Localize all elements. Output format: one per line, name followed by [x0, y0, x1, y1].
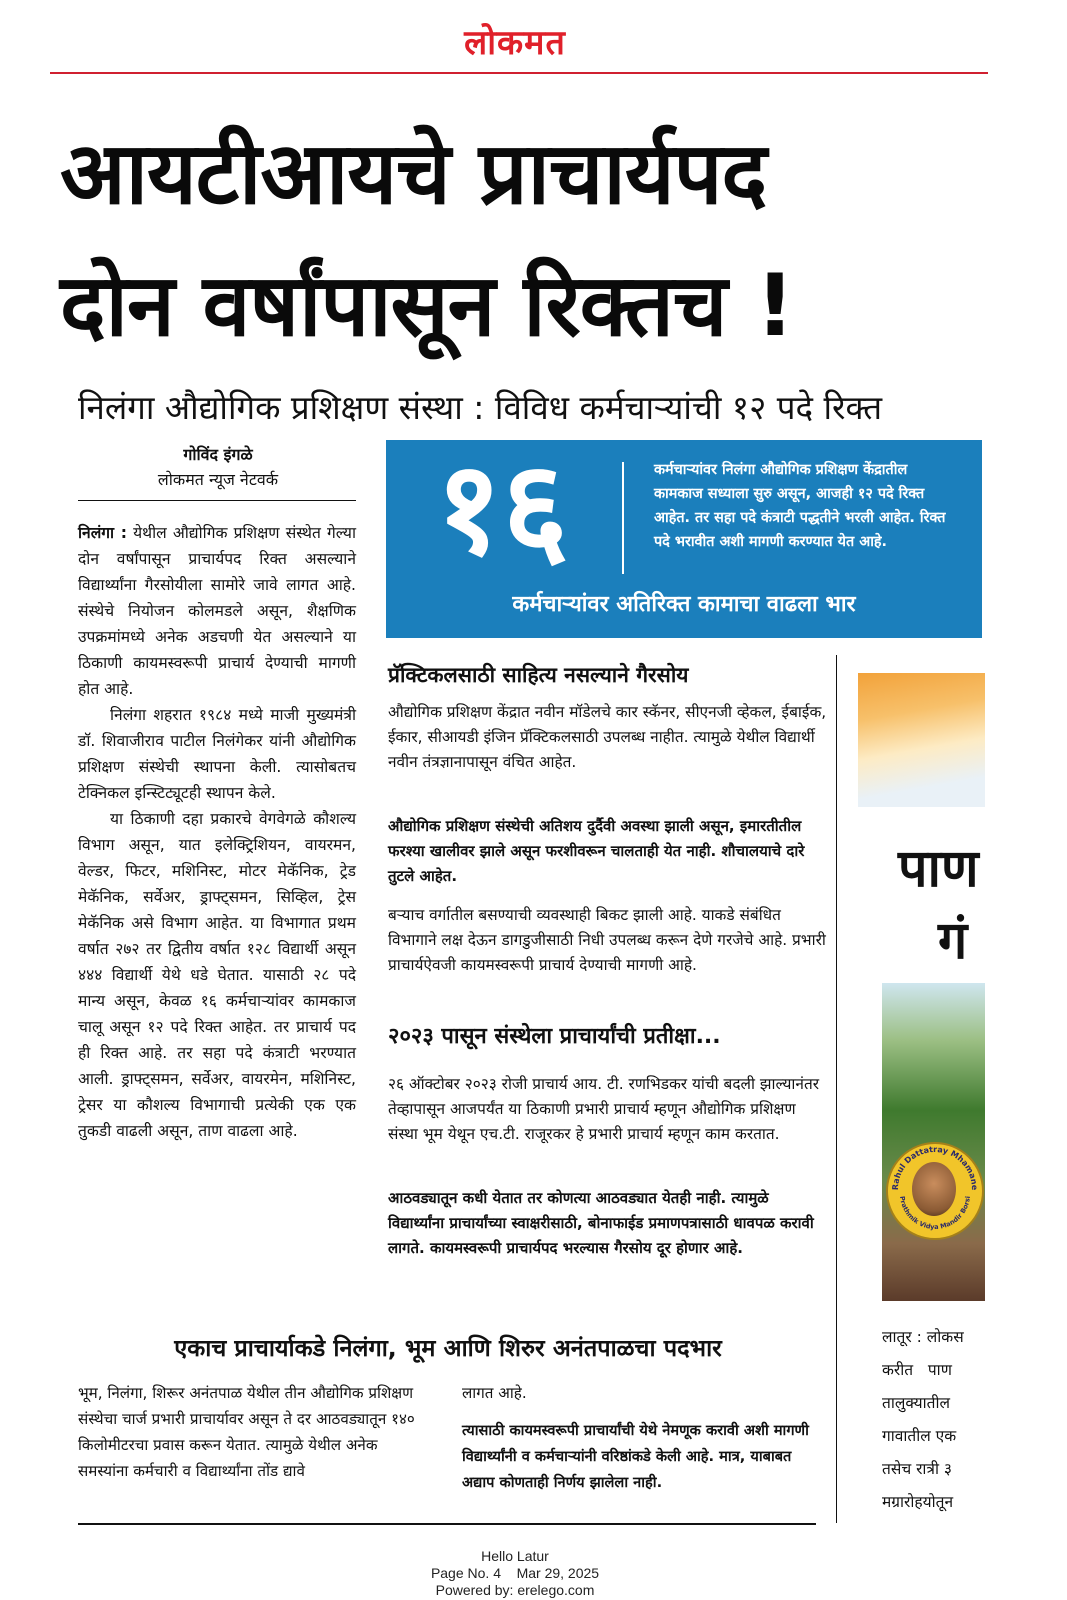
adjacent-text-line: तालुक्यातील [882, 1394, 951, 1412]
footer-page-date [400, 1565, 630, 1582]
adjacent-text-line: गावातील एक [882, 1427, 957, 1445]
section-1-heading: प्रॅक्टिकलसाठी साहित्य नसल्याने गैरसोय [388, 663, 689, 687]
adjacent-text-line: लातूर : लोकस [882, 1328, 964, 1346]
headline [60, 108, 1000, 372]
bottom-right-paragraph-1: लागत आहे. [462, 1384, 527, 1402]
byline-author: गोविंद इंगळे [183, 445, 253, 464]
headline-line-2: दोन वर्षांपासून रिक्तच ! [60, 256, 794, 356]
section-1-paragraph-3: बऱ्याच वर्गातील बसण्याची व्यवस्थाही बिकट झाली आहे. याकडे संबंधित विभागाने लक्ष देऊन डागडुजीसाठी निधी उपलब्ध करून देणे गरजेचे आहे. प्रभारी प्राचार्यऐवजी कायमस्वरूपी प्राचार्य देण्याची मागणी आहे. [388, 906, 826, 974]
bottom-right-paragraph-2: त्यासाठी कायमस्वरूपी प्राचार्यांची येथे नेमणूक करावी अशी मागणी विद्यार्थ्यांनी व कर्मचाऱ्यांनी वरिष्ठांकडे केली आहे. मात्र, याबाबत अद्याप कोणताही निर्णय झालेला नाही. [462, 1422, 809, 1491]
adjacent-article [852, 655, 985, 1523]
adjacent-article-image-band [858, 673, 985, 807]
bottom-rule [78, 1523, 816, 1525]
section-1-paragraph-1: औद्योगिक प्रशिक्षण केंद्रात नवीन मॉडेलचे कार स्कॅनर, सीएनजी व्हेकल, ईबाईक, ईकार, सीआयडी इंजिन प्रॅक्टिकलसाठी उपलब्ध नाहीत. त्यामुळे येथील विद्यार्थी नवीन तंत्रज्ञानापासून वंचित आहेत. [388, 703, 827, 771]
section-2-paragraph-1: २६ ऑक्टोबर २०२३ रोजी प्राचार्य आय. टी. रणभिडकर यांची बदली झाल्यानंतर तेव्हापासून आजपर्यंत या ठिकाणी प्रभारी प्राचार्य म्हणून औद्योगिक प्रशिक्षण संस्था भूम येथून एच.टी. राजूरकर हे प्रभारी प्राचार्य म्हणून काम करतात. [388, 1075, 820, 1143]
infobox [386, 434, 982, 638]
lead-paragraph-3: या ठिकाणी दहा प्रकारचे वेगवेगळे कौशल्य विभाग असून, यात इलेक्ट्रिशियन, वायरमन, वेल्डर, फिटर, मशिनिस्ट, मोटर मेकॅनिक, ट्रेड मेकॅनिक, सर्वेअर, ड्राफ्ट्समन, सिव्हिल, ट्रेस मेकॅनिक असे विभाग आहेत. या विभागात प्रथम वर्षात २७२ तर द्वितीय वर्षात १२८ विद्यार्थी असून ४४४ विद्यार्थी येथे धडे घेतात. यासाठी २८ पदे मान्य असून, केवळ १६ कर्मचाऱ्यांवर कामकाज चालू असून १२ पदे रिक्त आहेत. तर प्राचार्य पद ही रिक्त आहे. तर सहा पदे कंत्राटी भरण्यात आली. ड्राफ्ट्समन, सर्वेअर, वायरमेन, मशिनिस्ट, ट्रेसर या कौशल्य विभागाची प्रत्येकी एक एक तुकडी वाढली असून, ताण वाढला आहे. [78, 810, 356, 1140]
footer-date: Mar 29, 2025 [516, 1565, 600, 1581]
stamp-ring-bottom: Prathmik Vidya Mandir Borsi [898, 1195, 972, 1232]
footer-source: Hello Latur [481, 1548, 549, 1564]
adjacent-headline-line-1: पाण [898, 839, 979, 899]
infobox-blurb: कर्मचाऱ्यांवर निलंगा औद्योगिक प्रशिक्षण केंद्रातील कामकाज सध्याला सुरु असून, आजही १२ पदे रिक्त आहेत. तर सहा पदे कंत्राटी पद्धतीने भरली आहेत. रिक्त पदे भरावीत अशी मागणी करण्यात येत आहे. [654, 462, 946, 550]
footer-powered: Powered by: erelego.com [435, 1582, 595, 1598]
bottom-section-heading: एकाच प्राचार्याकडे निलंगा, भूम आणि शिरुर अनंतपाळचा पदभार [174, 1334, 722, 1362]
infobox-number: १६ [435, 434, 569, 583]
stamp-ring-text [888, 1142, 982, 1236]
dateline: निलंगा : [78, 524, 127, 542]
section-1-paragraph-2: औद्योगिक प्रशिक्षण संस्थेची अतिशय दुर्दैवी अवस्था झाली असून, इमारतीतील फरश्या खालीवर झाले असून फरशीवरून चालताही येत नाही. शौचालयाचे दारे तुटले आहेत. [388, 817, 805, 885]
footer-page: Page No. 4 [430, 1565, 501, 1581]
footer [400, 1548, 630, 1599]
lead-paragraph-2: निलंगा शहरात १९८४ मध्ये माजी मुख्यमंत्री डॉ. शिवाजीराव पाटील निलंगेकर यांनी औद्योगिक प्रशिक्षण संस्थेची स्थापना केली. त्यासोबतच टेक्निकल इन्स्टिट्यूटही स्थापन केले. [78, 706, 356, 802]
headline-line-1: आयटीआयचे प्राचार्यपद [60, 124, 767, 224]
byline-agency: लोकमत न्यूज नेटवर्क [157, 470, 279, 489]
svg-text:Rahul Dattatray Mhamane [891, 1145, 979, 1191]
svg-text:Prathmik Vidya Mandir Borsi [898, 1196, 972, 1232]
adjacent-text-line: तसेच रात्री ३ [882, 1460, 952, 1478]
adjacent-text-line: करीत पाण [882, 1361, 952, 1379]
lead-article [78, 520, 356, 1144]
lead-paragraph-1 [78, 520, 356, 702]
byline-rule [78, 500, 356, 501]
masthead-rule [50, 72, 988, 74]
column-rule [836, 655, 837, 1523]
subheadline: निलंगा औद्योगिक प्रशिक्षण संस्था : विविध कर्मचाऱ्यांची १२ पदे रिक्त [78, 388, 883, 427]
profile-stamp [886, 1142, 984, 1240]
infobox-strap: कर्मचाऱ्यांवर अतिरिक्त कामाचा वाढला भार [512, 592, 856, 617]
infobox-divider [622, 462, 624, 574]
adjacent-article-headline [898, 833, 985, 977]
section-2-paragraph-2: आठवड्यातून कधी येतात तर कोणत्या आठवड्यात येतही नाही. त्यामुळे विद्यार्थ्यांना प्राचार्यांच्या स्वाक्षरीसाठी, बोनाफाईड प्रमाणपत्रासाठी धावपळ करावी लागते. कायमस्वरूपी प्राचार्यपद भरल्यास गैरसोय दूर होणार आहे. [388, 1189, 814, 1257]
byline [78, 442, 358, 492]
adjacent-text-line: मग्रारोहयोतून [882, 1493, 954, 1511]
masthead-logo: लोकमत [464, 23, 566, 63]
stamp-ring-top: Rahul Dattatray Mhamane [890, 1144, 980, 1191]
lead-paragraph-1-text: येथील औद्योगिक प्रशिक्षण संस्थेत गेल्या दोन वर्षांपासून प्राचार्यपद रिक्त असल्याने विद्यार्थ्यांना गैरसोयीला सामोरे जावे लागत आहे. संस्थेचे नियोजन कोलमडले असून, शैक्षणिक उपक्रमांमध्ये अनेक अडचणी येत असल्याने या ठिकाणी कायमस्वरूपी प्राचार्य देण्याची मागणी होत आहे. [78, 524, 356, 698]
adjacent-headline-line-2: गं [938, 911, 968, 971]
bottom-left-paragraph: भूम, निलंगा, शिरूर अनंतपाळ येथील तीन औद्योगिक प्रशिक्षण संस्थेचा चार्ज प्रभारी प्राचार्यावर असून ते दर आठवड्यातून १४० किलोमीटरचा प्रवास करून येतात. त्यामुळे येथील अनेक समस्यांना कर्मचारी व विद्यार्थ्यांना तोंड द्यावे [78, 1384, 415, 1480]
section-2-heading: २०२३ पासून संस्थेला प्राचार्यांची प्रतीक्षा... [388, 1024, 721, 1049]
adjacent-article-text [882, 1321, 985, 1519]
